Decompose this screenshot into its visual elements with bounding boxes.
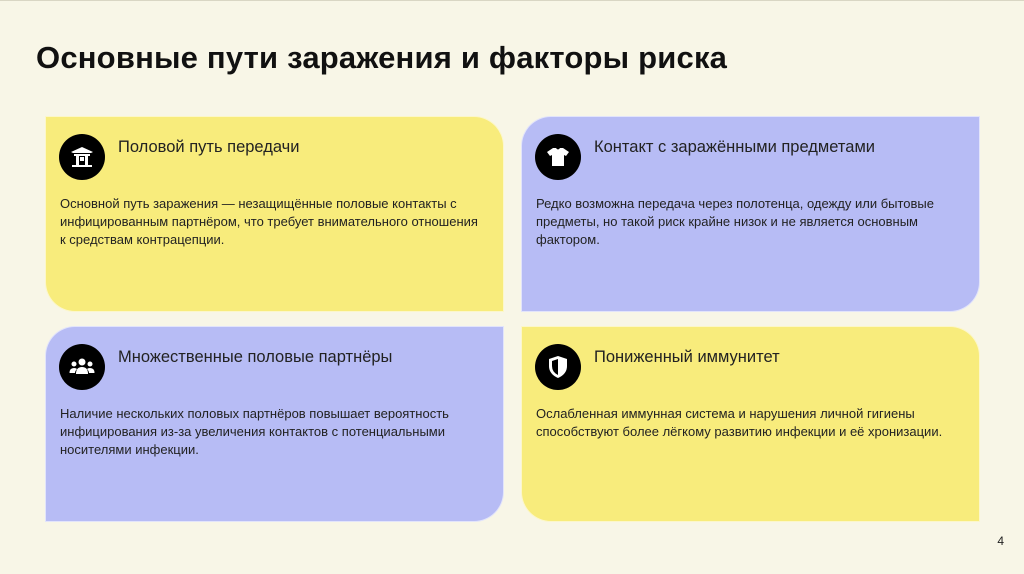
card-title: Половой путь передачи [118, 138, 300, 156]
card-text: Основной путь заражения — незащищённые половые контакты с инфицированным партнёром, что требует внимательного отношения к средствам контрацепции. [60, 196, 478, 247]
card-title: Пониженный иммунитет [594, 348, 780, 366]
card-sexual-transmission [45, 116, 504, 312]
shield-icon [535, 344, 581, 390]
card-contaminated-objects [521, 116, 980, 312]
card-title: Множественные половые партнёры [118, 348, 393, 366]
slide-title: Основные пути заражения и факторы риска [36, 40, 728, 75]
shrine-icon [59, 134, 105, 180]
top-border [0, 0, 1024, 1]
tshirt-icon [535, 134, 581, 180]
card-title: Контакт с заражёнными предметами [594, 138, 875, 156]
card-weak-immunity [521, 326, 980, 522]
card-text: Наличие нескольких половых партнёров повышает вероятность инфицирования из-за увеличения контактов с потенциальными носителями инфекции. [60, 406, 449, 457]
card-multiple-partners [45, 326, 504, 522]
people-group-icon [59, 344, 105, 390]
card-text: Редко возможна передача через полотенца, одежду или бытовые предметы, но такой риск крайне низок и не является основным фактором. [536, 196, 934, 247]
card-text: Ослабленная иммунная система и нарушения личной гигиены способствуют более лёгкому развитию инфекции и её хронизации. [536, 406, 943, 439]
page-number: 4 [997, 534, 1004, 548]
